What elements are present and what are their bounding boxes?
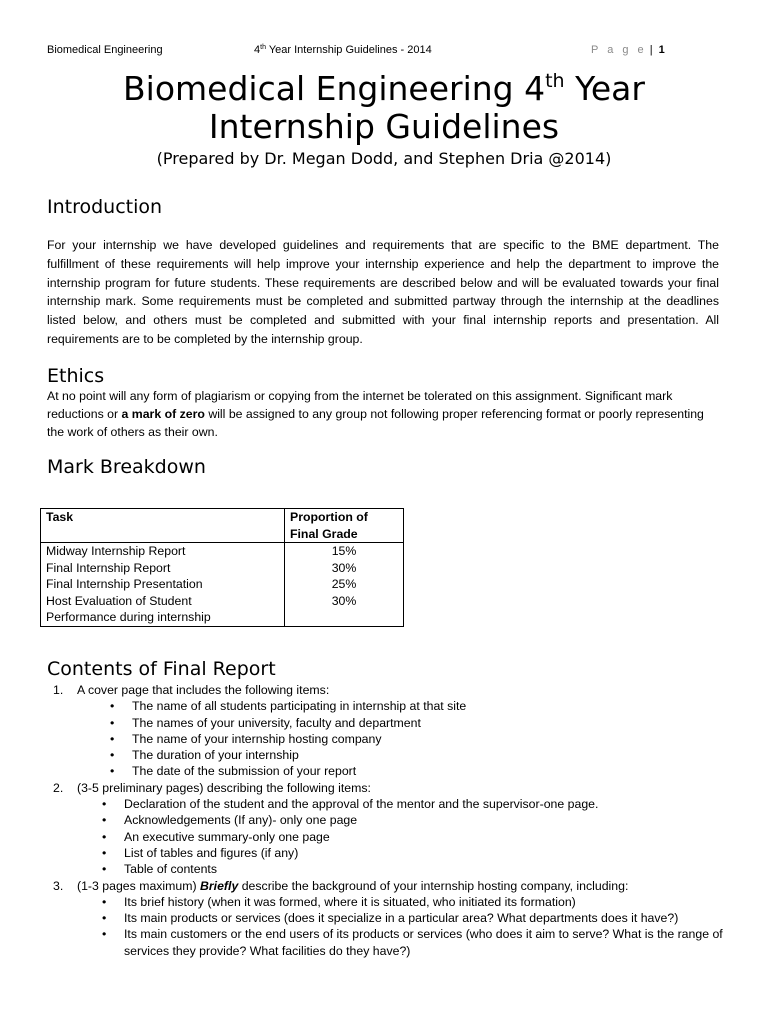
bullet-list	[47, 796, 721, 877]
bullet-list	[47, 698, 721, 779]
table-row: Host Evaluation of Student Performance during internship 30%	[41, 593, 404, 627]
list-item: 1. A cover page that includes the following items:	[53, 683, 330, 697]
table-row: Final Internship Presentation 25%	[41, 576, 404, 593]
list-item: • Acknowledgements (If any)- only one page	[102, 813, 358, 828]
page-number: P a g e | 1	[591, 44, 665, 56]
list-item: • The date of the submission of your report	[110, 764, 357, 779]
list-item: • Its brief history (when it was formed, where it is situated, who initiated its formation)	[102, 894, 576, 909]
header-left: Biomedical Engineering	[47, 44, 163, 56]
page-header	[47, 44, 721, 60]
table-header-row	[41, 509, 404, 543]
bullet-list	[47, 894, 724, 959]
list-item: • The name of all students participating in internship at that site	[110, 699, 467, 714]
document-subtitle: (Prepared by Dr. Megan Dodd, and Stephen Dria @2014)	[156, 149, 612, 168]
list-item: • List of tables and figures (if any)	[102, 845, 299, 860]
introduction-text: For your internship we have developed guidelines and requirements that are specific to the BME department. The fulfillment of these requirements will help improve your internship experience and help the department to improve the internship program for future students. These requirements are described below and will be evaluated towards your final internship mark. Some requirements must be completed and submitted partway through the internship at the deadlines listed below, and others must be completed and submitted with your final internship reports and presentation. All requirements are to be completed by the internship group.	[47, 238, 719, 346]
table-header-proportion: Proportion of Final Grade	[285, 509, 404, 543]
list-item: • The name of your internship hosting company	[110, 731, 382, 746]
contents-list	[47, 682, 721, 959]
list-item: • Its main products or services (does it specialize in a particular area? What departments does it have?)	[102, 911, 679, 926]
list-item: • The names of your university, faculty and department	[110, 715, 421, 730]
list-item: • The duration of your internship	[110, 748, 299, 763]
list-item: • An executive summary-only one page	[102, 829, 330, 844]
ethics-text: At no point will any form of plagiarism or copying from the internet be tolerated on this assignment. Significant mark reductions or a mark of zero will be assigned to any group not following proper referencing format or poorly representing the work of others as their own.	[47, 389, 704, 439]
document-title: Biomedical Engineering 4th Year Internship Guidelines	[123, 69, 645, 146]
introduction-heading: Introduction	[47, 196, 163, 218]
mark-breakdown-table	[40, 508, 404, 627]
list-item: 3. (1-3 pages maximum) Briefly describe the background of your internship hosting company, including:	[53, 878, 629, 893]
list-item: • Declaration of the student and the approval of the mentor and the supervisor-one page.	[102, 797, 599, 812]
contents-heading: Contents of Final Report	[47, 658, 276, 680]
list-item: • Table of contents	[102, 862, 217, 877]
table-row: Midway Internship Report 15%	[41, 543, 404, 560]
table-header-task: Task	[41, 509, 285, 543]
list-item: 2. (3-5 preliminary pages) describing the following items:	[53, 780, 371, 795]
ethics-heading: Ethics	[47, 365, 105, 387]
table-row: Final Internship Report 30%	[41, 560, 404, 577]
header-center: 4th Year Internship Guidelines - 2014	[254, 44, 432, 56]
mark-breakdown-heading: Mark Breakdown	[47, 456, 206, 478]
list-item: • Its main customers or the end users of its products or services (who does it aim to serve? What is the range of services they provide? What facilities do they have?)	[102, 927, 723, 958]
